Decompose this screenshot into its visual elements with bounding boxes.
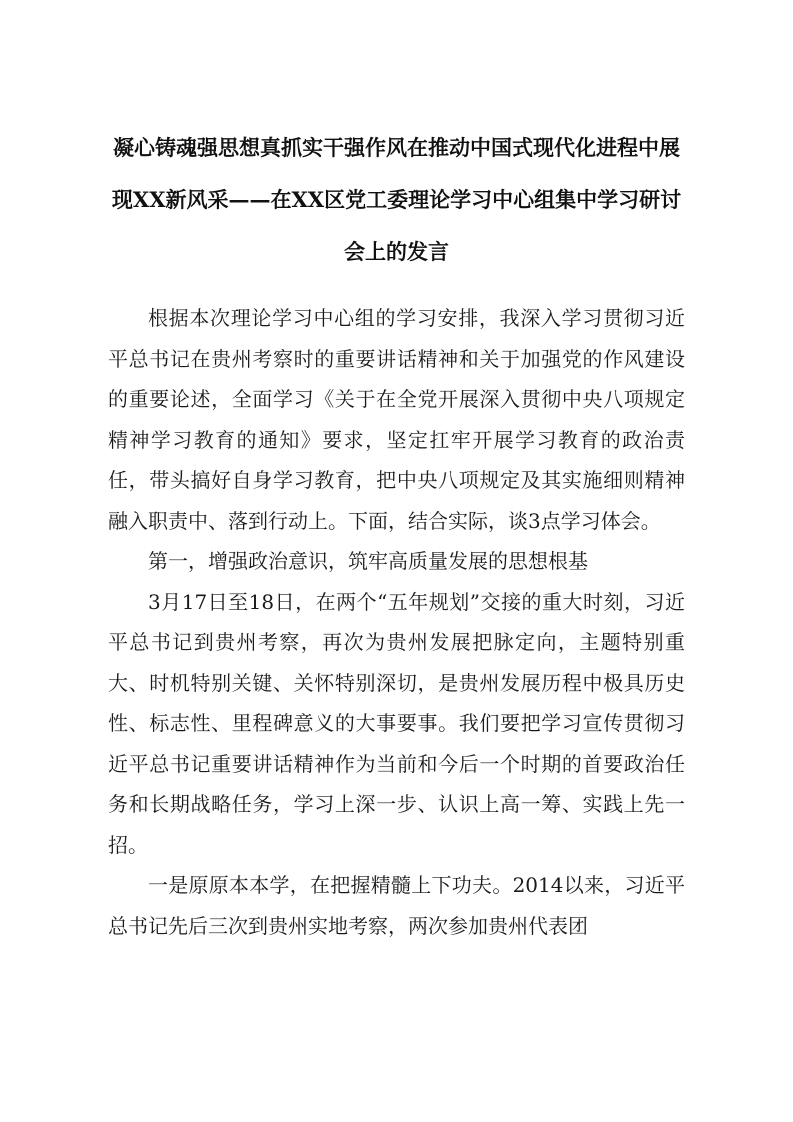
document-title: 凝心铸魂强思想真抓实干强作风在推动中国式现代化进程中展现XX新风采——在XX区党工委理论学习中心组集中学习研讨会上的发言 [111, 135, 682, 264]
paragraph-study-point-one: 一是原原本本学，在把握精髓上下功夫。2014以来，习近平总书记先后三次到贵州实地考察，两次参加贵州代表团 [108, 873, 685, 938]
section-heading-first: 第一，增强政治意识，筑牢高质量发展的思想根基 [148, 549, 588, 573]
document-body [108, 298, 685, 946]
paragraph-intro: 根据本次理论学习中心组的学习安排，我深入学习贯彻习近平总书记在贵州考察时的重要讲话精神和关于加强党的作风建设的重要论述，全面学习《关于在全党开展深入贯彻中央八项规定精神学习教育的通知》要求，坚定扛牢开展学习教育的政治责任，带头搞好自身学习教育，把中央八项规定及其实施细则精神融入职责中、落到行动上。下面，结合实际，谈3点学习体会。 [108, 306, 685, 533]
paragraph-visit: 3月17日至18日，在两个“五年规划”交接的重大时刻，习近平总书记到贵州考察，再次为贵州发展把脉定向，主题特别重大、时机特别关键、关怀特别深切，是贵州发展历程中极具历史性、标志性、里程碑意义的大事要事。我们要把学习宣传贯彻习近平总书记重要讲话精神作为当前和今后一个时期的首要政治任务和长期战略任务，学习上深一步、认识上高一筹、实践上先一招。 [108, 589, 685, 857]
